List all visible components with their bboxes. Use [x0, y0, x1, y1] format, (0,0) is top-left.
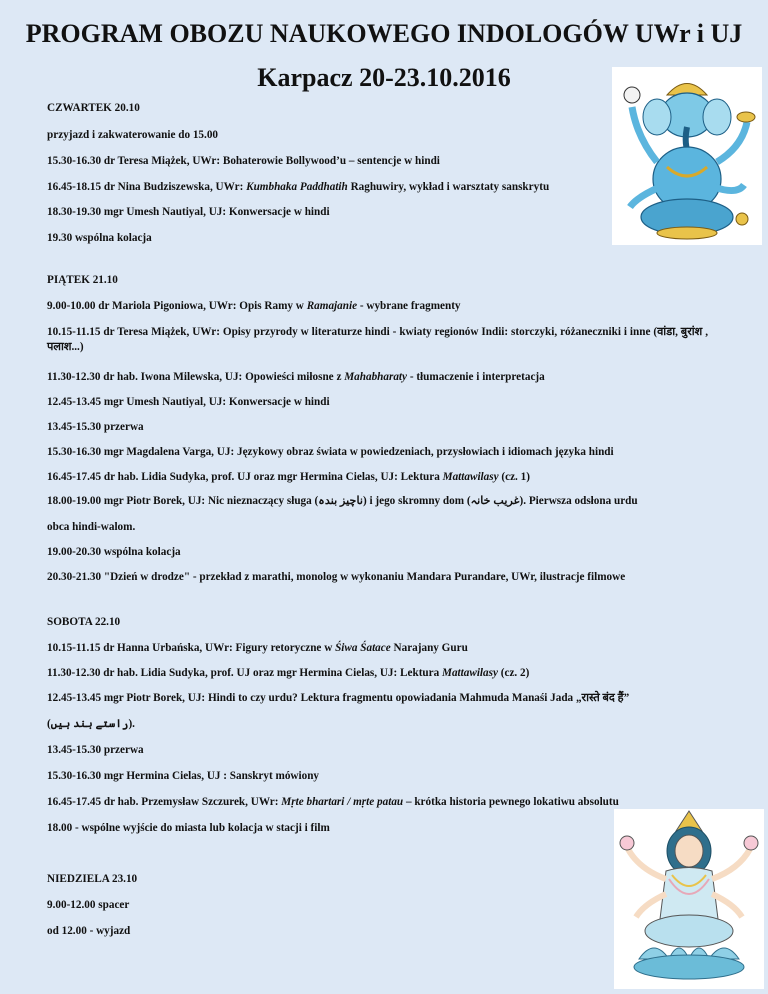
title-line-2: Karpacz 20-23.10.2016: [257, 63, 511, 92]
schedule-item: 11.30-12.30 dr hab. Lidia Sudyka, prof. UJ oraz mgr Hermina Cielas, UJ: Lektura Mattawilasy (cz. 2): [47, 667, 530, 679]
schedule-item: 9.00-12.00 spacer: [47, 899, 130, 911]
title-line-1: PROGRAM OBOZU NAUKOWEGO INDOLOGÓW UWr i UJ: [25, 19, 743, 48]
schedule-item: od 12.00 - wyjazd: [47, 925, 131, 937]
schedule-item: 10.15-11.15 dr Hanna Urbańska, UWr: Figury retoryczne w Śiwa Śatace Narajany Guru: [47, 642, 468, 654]
schedule-item: 15.30-16.30 mgr Hermina Cielas, UJ : Sanskryt mówiony: [47, 770, 320, 782]
schedule-item: 16.45-18.15 dr Nina Budziszewska, UWr: Kumbhaka Paddhatih Raghuwiry, wykład i warsztaty sanskrytu: [47, 181, 550, 193]
schedule-item: 16.45-17.45 dr hab. Przemysław Szczurek, UWr: Mṛte bhartari / mṛte patau – krótka historia pewnego lokatiwu absolutu: [47, 796, 619, 808]
schedule-item: 13.45-15.30 przerwa: [47, 744, 144, 756]
schedule-item: 11.30-12.30 dr hab. Iwona Milewska, UJ: Opowieści miłosne z Mahabharaty - tłumaczenie i interpretacja: [47, 371, 545, 383]
schedule-item: 12.45-13.45 mgr Umesh Nautiyal, UJ: Konwersacje w hindi: [47, 396, 330, 408]
day-heading-friday: PIĄTEK 21.10: [47, 274, 118, 286]
day-heading-thursday: CZWARTEK 20.10: [47, 102, 140, 114]
schedule-item: 20.30-21.30 "Dzień w drodze" - przekład z marathi, monolog w wykonaniu Mandara Purandare, UWr, ilustracje filmowe: [47, 571, 626, 583]
schedule-item: 18.00-19.00 mgr Piotr Borek, UJ: Nic nieznaczący sługa (ناچیز بندہ) i jego skromny dom (غریب خانہ). Pierwsza odsłona urdu: [47, 495, 638, 507]
schedule-item: 12.45-13.45 mgr Piotr Borek, UJ: Hindi to czy urdu? Lektura fragmentu opowiadania Mahmuda Manaśi Jada „रास्ते बंद हैं”: [47, 692, 630, 704]
day-heading-sunday: NIEDZIELA 23.10: [47, 873, 138, 885]
schedule-item: 10.15-11.15 dr Teresa Miążek, UWr: Opisy przyrody w literaturze hindi - kwiaty regionów Indii: storczyki, różaneczniki i inne (वांडा, बुरांश , पलाश...): [47, 326, 708, 353]
schedule-item: 15.30-16.30 dr Teresa Miążek, UWr: Bohaterowie Bollywood’u – sentencje w hindi: [47, 155, 440, 167]
schedule-item: 16.45-17.45 dr hab. Lidia Sudyka, prof. UJ oraz mgr Hermina Cielas, UJ: Lektura Mattawilasy (cz. 1): [47, 471, 530, 483]
schedule-item-continued: obca hindi-walom.: [47, 521, 136, 533]
schedule-item-continued: (راستے بند ہیں).: [47, 718, 135, 730]
schedule-item: przyjazd i zakwaterowanie do 15.00: [47, 129, 219, 141]
schedule-item: 15.30-16.30 mgr Magdalena Varga, UJ: Językowy obraz świata w powiedzeniach, przysłowiach i idiomach języka hindi: [47, 446, 614, 458]
schedule-item: 19.30 wspólna kolacja: [47, 232, 152, 244]
schedule-item: 18.30-19.30 mgr Umesh Nautiyal, UJ: Konwersacje w hindi: [47, 206, 330, 218]
schedule-item: 13.45-15.30 przerwa: [47, 421, 144, 433]
day-heading-saturday: SOBOTA 22.10: [47, 616, 121, 628]
schedule-item: 18.00 - wspólne wyjście do miasta lub kolacja w stacji i film: [47, 822, 330, 834]
schedule-item: 9.00-10.00 dr Mariola Pigoniowa, UWr: Opis Ramy w Ramajanie - wybrane fragmenty: [47, 300, 461, 312]
schedule-item: 19.00-20.30 wspólna kolacja: [47, 546, 181, 558]
